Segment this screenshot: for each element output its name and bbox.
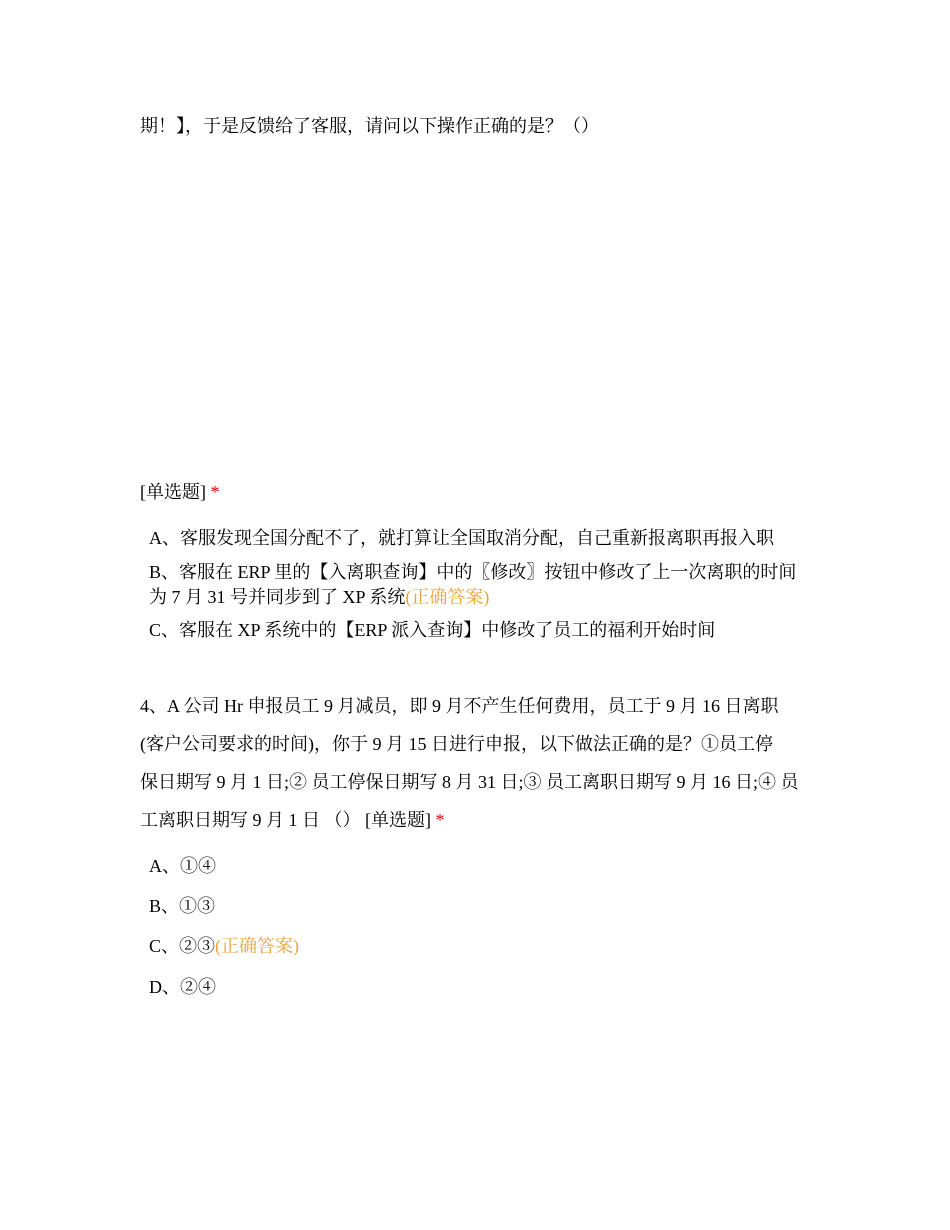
required-mark: * (435, 810, 445, 830)
question-3-type (140, 480, 220, 504)
question-4-option-b[interactable]: B、①③ (149, 896, 216, 916)
question-4-option-c[interactable] (149, 934, 299, 958)
question-3-option-b-line1[interactable]: B、客服在 ERP 里的【入离职查询】中的〖修改〗按钮中修改了上一次离职的时间 (149, 562, 797, 582)
question-type-tag: [单选题] (140, 482, 206, 502)
required-mark: * (210, 482, 220, 502)
question-3-option-c[interactable]: C、客服在 XP 系统中的【ERP 派入查询】中修改了员工的福利开始时间 (149, 620, 716, 640)
question-type-tag: [单选题] (365, 810, 431, 830)
correct-answer-label: (正确答案) (405, 587, 490, 607)
question-4-option-d[interactable]: D、②④ (149, 977, 216, 997)
question-3-option-b-line2[interactable] (149, 585, 489, 609)
option-c-text: C、②③ (149, 936, 216, 956)
question-3-option-a[interactable]: A、客服发现全国分配不了，就打算让全国取消分配，自己重新报离职再报入职 (149, 528, 774, 548)
question-4-stem-line-2: (客户公司要求的时间)，你于 9 月 15 日进行申报，以下做法正确的是？①员工停 (140, 734, 773, 754)
question-4-stem-line-4 (140, 808, 445, 832)
question-4-option-a[interactable]: A、①④ (149, 856, 216, 876)
option-b-text: 为 7 月 31 号并同步到了 XP 系统 (149, 587, 406, 607)
question-4-stem-line-1: 4、A 公司 Hr 申报员工 9 月减员，即 9 月不产生任何费用，员工于 9 月 16 日离职 (140, 696, 779, 716)
correct-answer-label: (正确答案) (215, 936, 300, 956)
question-3-stem-tail: 期！】，于是反馈给了客服，请问以下操作正确的是？（） (140, 116, 599, 136)
question-4-stem-end: 工离职日期写 9 月 1 日 （） (140, 810, 361, 830)
question-4-stem-line-3: 保日期写 9 月 1 日;② 员工停保日期写 8 月 31 日;③ 员工离职日期写 9 月 16 日;④ 员 (140, 772, 799, 792)
